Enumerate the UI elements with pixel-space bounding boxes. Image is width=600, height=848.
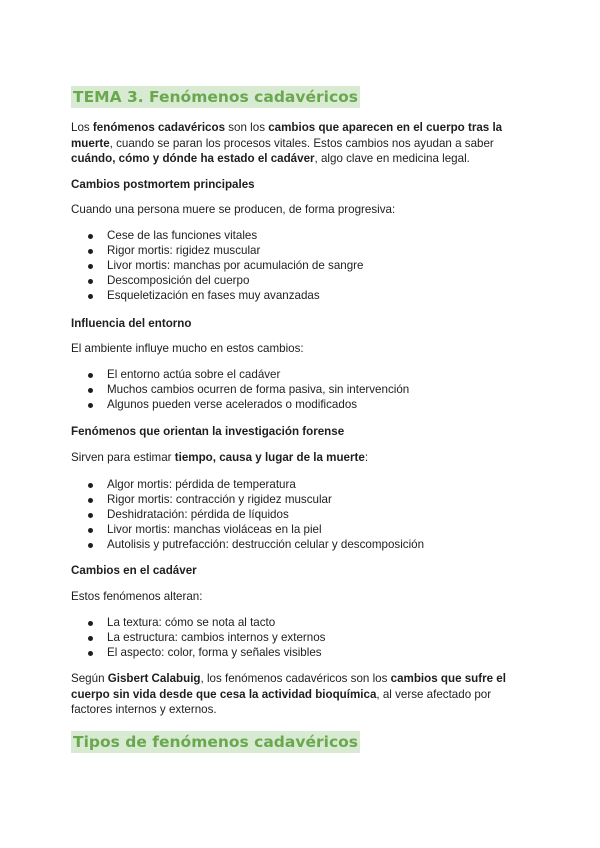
bullet-icon: [88, 294, 93, 299]
list-item: Algor mortis: pérdida de temperatura: [87, 478, 424, 493]
list-item: Livor mortis: manchas por acumulación de sangre: [87, 259, 363, 274]
section-heading-postmortem: Cambios postmortem principales: [71, 178, 255, 191]
list-item: Autolisis y putrefacción: destrucción celular y descomposición: [87, 538, 424, 553]
list-item: Esqueletización en fases muy avanzadas: [87, 289, 363, 304]
bullet-icon: [88, 528, 93, 533]
bullet-icon: [88, 388, 93, 393]
bullet-icon: [88, 621, 93, 626]
bullet-icon: [88, 636, 93, 641]
section-heading-entorno: Influencia del entorno: [71, 317, 192, 330]
intro-paragraph: Los fenómenos cadavéricos son los cambios que aparecen en el cuerpo tras la muerte, cuando se paran los procesos vitales. Estos cambios nos ayudan a saber cuándo, cómo y dónde ha estado el cadáver, algo clave en medicina legal.: [71, 121, 503, 166]
list-item: Deshidratación: pérdida de líquidos: [87, 508, 424, 523]
page-title: TEMA 3. Fenómenos cadavéricos: [73, 88, 359, 106]
list-item: Cese de las funciones vitales: [87, 229, 363, 244]
bullet-list-entorno: [87, 368, 409, 413]
list-item: El aspecto: color, forma y señales visibles: [87, 646, 325, 661]
section-heading-forense: Fenómenos que orientan la investigación forense: [71, 425, 345, 438]
section-lead-postmortem: Cuando una persona muere se producen, de forma progresiva:: [71, 203, 396, 216]
bullet-icon: [88, 279, 93, 284]
list-item: Descomposición del cuerpo: [87, 274, 363, 289]
bullet-list-cadaver: [87, 616, 325, 661]
bullet-icon: [88, 543, 93, 548]
bullet-icon: [88, 498, 93, 503]
section-lead-cadaver: Estos fenómenos alteran:: [71, 590, 203, 603]
section-heading-cadaver: Cambios en el cadáver: [71, 564, 197, 577]
section-lead-entorno: El ambiente influye mucho en estos cambios:: [71, 342, 304, 355]
list-item: Livor mortis: manchas violáceas en la piel: [87, 523, 424, 538]
section-title-tipos: Tipos de fenómenos cadavéricos: [73, 733, 359, 751]
list-item: Rigor mortis: rigidez muscular: [87, 244, 363, 259]
bullet-icon: [88, 483, 93, 488]
bullet-icon: [88, 373, 93, 378]
list-item: El entorno actúa sobre el cadáver: [87, 368, 409, 383]
bullet-icon: [88, 651, 93, 656]
list-item: Muchos cambios ocurren de forma pasiva, sin intervención: [87, 383, 409, 398]
bullet-icon: [88, 234, 93, 239]
bullet-icon: [88, 513, 93, 518]
bullet-icon: [88, 264, 93, 269]
list-item: Algunos pueden verse acelerados o modificados: [87, 398, 409, 413]
bullet-icon: [88, 403, 93, 408]
list-item: La estructura: cambios internos y externos: [87, 631, 325, 646]
list-item: Rigor mortis: contracción y rigidez muscular: [87, 493, 424, 508]
bullet-list-postmortem: [87, 229, 363, 304]
section-lead-forense: Sirven para estimar tiempo, causa y lugar de la muerte:: [71, 451, 369, 464]
quote-paragraph: Según Gisbert Calabuig, los fenómenos cadavéricos son los cambios que sufre el cuerpo sin vida desde que cesa la actividad bioquímica, al verse afectado por factores internos y externos.: [71, 672, 506, 717]
bullet-icon: [88, 249, 93, 254]
list-item: La textura: cómo se nota al tacto: [87, 616, 325, 631]
bullet-list-forense: [87, 478, 424, 553]
